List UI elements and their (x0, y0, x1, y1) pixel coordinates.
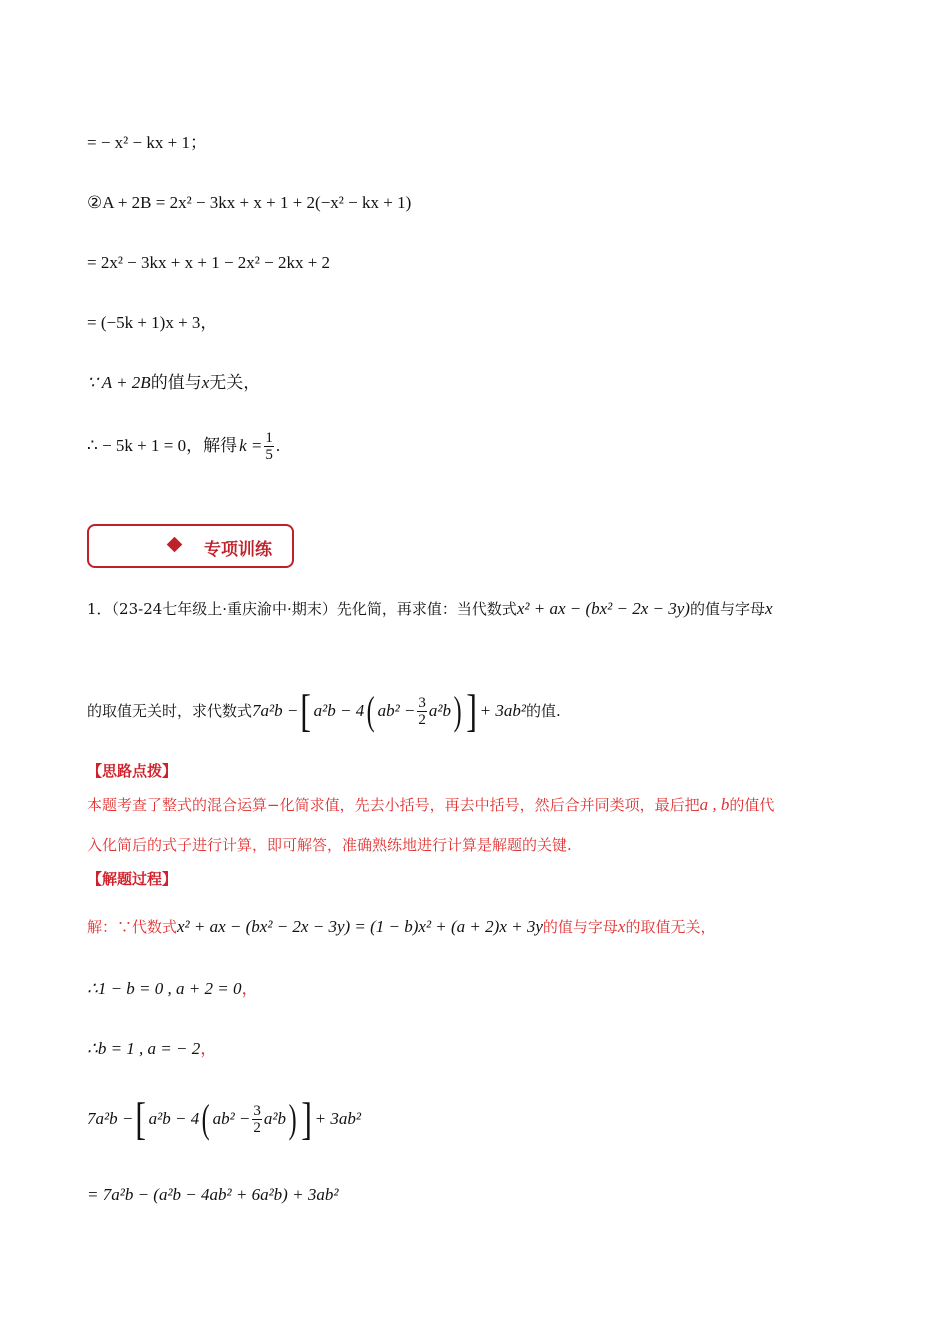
problem-number: 1． (87, 600, 112, 618)
equation: ∴ − 5k + 1 = 0，解得 (87, 436, 238, 455)
problem-line-2 (87, 686, 561, 736)
text: 的值与字母 (542, 918, 618, 936)
math-line-3: = 2x² − 3kx + x + 1 − 2x² − 2kx + 2 (87, 253, 331, 272)
solution-line-1 (87, 916, 715, 938)
solution-heading: 【解题过程】 (87, 870, 178, 888)
fraction-numerator: 1 (265, 429, 273, 446)
fraction-denominator: 5 (265, 446, 273, 463)
var-x: x (764, 599, 773, 618)
math-line-4: = (−5k + 1)x + 3， (87, 313, 218, 332)
step-expression: = 2x² − 3kx + x + 1 + 2(−x² − kx + 1) (155, 193, 412, 212)
fraction-one-fifth (264, 430, 274, 463)
hint-text-2: 入化简后的式子进行计算，即可解答，准确熟练地进行计算是解题的关键. (87, 836, 572, 854)
solution-expression: x² + ax − (bx² − 2x − 3y) = (1 − b)x² + (a + 2)x + 3y (177, 917, 543, 936)
problem-expression: x² + ax − (bx² − 2x − 3y) (516, 599, 690, 618)
var-x: x (617, 917, 626, 936)
problem-source: （23-24七年级上·重庆渝中·期末）先化简，再求值：当代数式 (111, 600, 517, 618)
period: . (275, 436, 281, 455)
solution-line-4: 7a²b − [ a²b − 4 ( ab² − $\frac{3}{2}$ a²b ) ] + 3ab² (87, 1093, 361, 1144)
var-k: k = (239, 436, 263, 455)
solution-line-2: ∴1 − b = 0 , a + 2 = 0， (87, 979, 259, 998)
step-label: ②A + 2B (87, 193, 156, 212)
section-header-box (87, 524, 294, 568)
math-line-5 (87, 372, 260, 394)
text: 的取值无关， (625, 918, 716, 936)
text: 的值与字母 (689, 600, 765, 618)
text: 的取值无关时，求代数式 (87, 702, 253, 720)
hint-text-1: 本题考查了整式的混合运算−化简求值，先去小括号，再去中括号，然后合并同类项，最后把a , b的值代 (87, 795, 775, 814)
solution-line-5: = 7a²b − (a²b − 4ab² + 6a²b) + 3ab² (87, 1185, 339, 1204)
var-x: x (201, 373, 210, 392)
hint-heading: 【思路点拨】 (87, 762, 178, 780)
math-line-2 (87, 192, 411, 214)
expr-a2b: ∵ A + 2B (87, 373, 151, 392)
math-line-6 (87, 424, 280, 468)
problem-line-1 (87, 598, 857, 620)
diamond-icon (167, 537, 183, 553)
text: 的值. (526, 702, 561, 720)
text: 解：∵代数式 (87, 918, 178, 936)
text: 的值与 (150, 373, 202, 392)
solution-line-3: ∴b = 1 , a = − 2， (87, 1039, 218, 1058)
text: 无关， (209, 373, 261, 392)
problem-expression-2: 7a²b − [ a²b − 4 ( ab² − $\frac{3}{2}$ a²b ) ] + 3ab² (252, 685, 526, 736)
section-title: 专项训练 (204, 540, 272, 560)
math-line-1: = − x² − kx + 1； (87, 133, 207, 152)
